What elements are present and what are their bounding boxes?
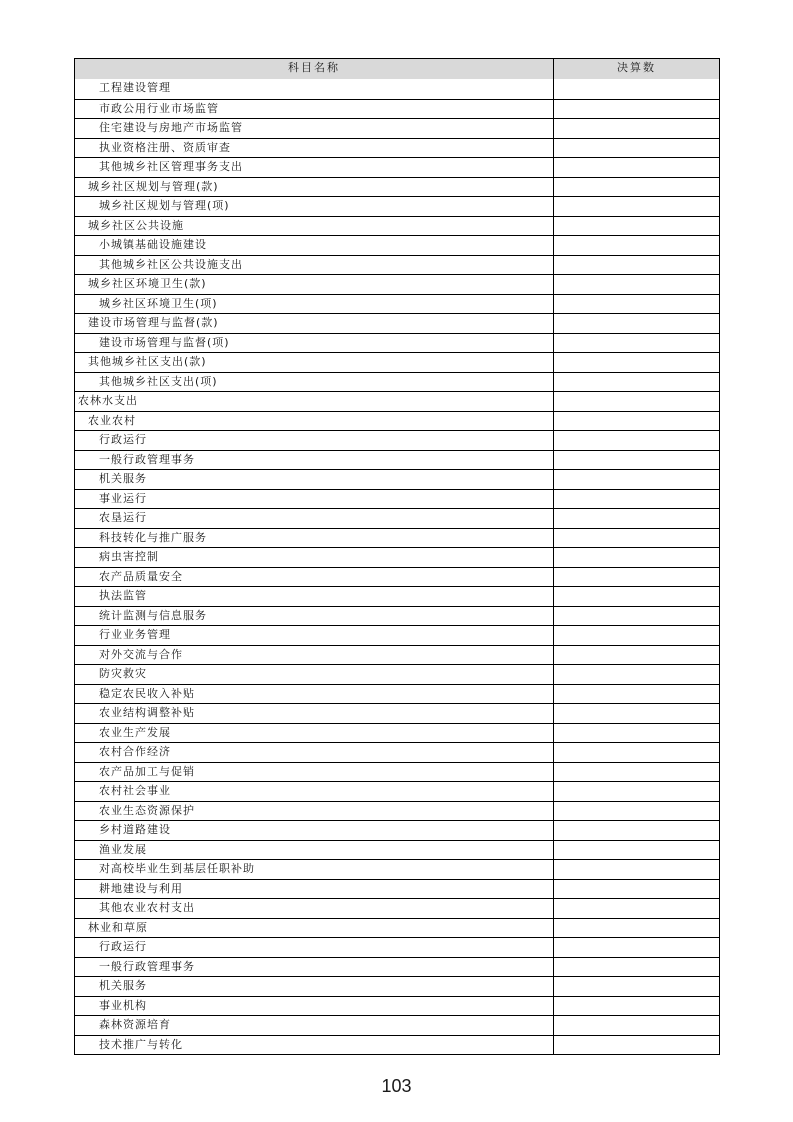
budget-table	[74, 58, 720, 1055]
row-amount	[554, 79, 719, 99]
row-name: 科技转化与推广服务	[75, 529, 554, 548]
row-amount	[554, 197, 719, 216]
table-row	[75, 625, 719, 645]
row-name: 防灾救灾	[75, 665, 554, 684]
row-name: 城乡社区环境卫生(款)	[75, 275, 554, 294]
row-amount	[554, 334, 719, 353]
row-amount	[554, 256, 719, 275]
table-row	[75, 937, 719, 957]
row-name: 技术推广与转化	[75, 1036, 554, 1055]
table-row	[75, 703, 719, 723]
row-name: 执法监管	[75, 587, 554, 606]
table-row	[75, 255, 719, 275]
table-row	[75, 333, 719, 353]
row-name: 一般行政管理事务	[75, 958, 554, 977]
row-name: 建设市场管理与监督(项)	[75, 334, 554, 353]
row-amount	[554, 626, 719, 645]
row-amount	[554, 841, 719, 860]
row-amount	[554, 802, 719, 821]
table-row	[75, 606, 719, 626]
row-name: 住宅建设与房地产市场监管	[75, 119, 554, 138]
table-row	[75, 820, 719, 840]
row-name: 行业业务管理	[75, 626, 554, 645]
row-amount	[554, 899, 719, 918]
row-amount	[554, 958, 719, 977]
table-row	[75, 79, 719, 99]
table-row	[75, 684, 719, 704]
table-row	[75, 957, 719, 977]
table-row	[75, 801, 719, 821]
row-amount	[554, 548, 719, 567]
table-row	[75, 372, 719, 392]
table-row	[75, 723, 719, 743]
table-row	[75, 586, 719, 606]
table-row	[75, 996, 719, 1016]
row-amount	[554, 217, 719, 236]
row-name: 农村合作经济	[75, 743, 554, 762]
row-name: 农业结构调整补贴	[75, 704, 554, 723]
table-row	[75, 118, 719, 138]
table-row	[75, 742, 719, 762]
row-amount	[554, 763, 719, 782]
row-amount	[554, 295, 719, 314]
table-row	[75, 489, 719, 509]
row-name: 工程建设管理	[75, 79, 554, 99]
row-name: 其他城乡社区支出(款)	[75, 353, 554, 372]
row-amount	[554, 1036, 719, 1055]
row-amount	[554, 490, 719, 509]
row-amount	[554, 158, 719, 177]
row-amount	[554, 607, 719, 626]
row-amount	[554, 587, 719, 606]
row-name: 小城镇基础设施建设	[75, 236, 554, 255]
row-amount	[554, 724, 719, 743]
row-name: 城乡社区公共设施	[75, 217, 554, 236]
row-name: 机关服务	[75, 470, 554, 489]
row-amount	[554, 880, 719, 899]
row-name: 农业生态资源保护	[75, 802, 554, 821]
table-row	[75, 99, 719, 119]
row-name: 其他城乡社区管理事务支出	[75, 158, 554, 177]
table-row	[75, 840, 719, 860]
row-name: 森林资源培育	[75, 1016, 554, 1035]
table-row	[75, 469, 719, 489]
table-row	[75, 781, 719, 801]
row-amount	[554, 646, 719, 665]
page-number: 103	[381, 1076, 412, 1096]
row-name: 市政公用行业市场监管	[75, 100, 554, 119]
table-row	[75, 450, 719, 470]
row-name: 城乡社区规划与管理(款)	[75, 178, 554, 197]
row-name: 其他农业农村支出	[75, 899, 554, 918]
row-name: 事业运行	[75, 490, 554, 509]
row-name: 城乡社区规划与管理(项)	[75, 197, 554, 216]
table-row	[75, 898, 719, 918]
table-row	[75, 547, 719, 567]
row-name: 城乡社区环境卫生(项)	[75, 295, 554, 314]
row-amount	[554, 392, 719, 411]
row-amount	[554, 977, 719, 996]
table-row	[75, 274, 719, 294]
row-name: 对高校毕业生到基层任职补助	[75, 860, 554, 879]
header-name: 科目名称	[75, 59, 554, 79]
table-row	[75, 528, 719, 548]
row-name: 行政运行	[75, 938, 554, 957]
row-amount	[554, 275, 719, 294]
table-row	[75, 352, 719, 372]
row-amount	[554, 470, 719, 489]
row-amount	[554, 509, 719, 528]
table-row	[75, 411, 719, 431]
row-name: 执业资格注册、资质审查	[75, 139, 554, 158]
row-name: 乡村道路建设	[75, 821, 554, 840]
row-amount	[554, 119, 719, 138]
row-name: 农垦运行	[75, 509, 554, 528]
row-amount	[554, 314, 719, 333]
row-amount	[554, 353, 719, 372]
row-amount	[554, 568, 719, 587]
row-name: 一般行政管理事务	[75, 451, 554, 470]
row-name: 农产品质量安全	[75, 568, 554, 587]
row-name: 农业农村	[75, 412, 554, 431]
table-row	[75, 859, 719, 879]
row-amount	[554, 178, 719, 197]
table-row	[75, 157, 719, 177]
row-name: 对外交流与合作	[75, 646, 554, 665]
table-row	[75, 138, 719, 158]
table-row	[75, 879, 719, 899]
row-amount	[554, 782, 719, 801]
table-row	[75, 1035, 719, 1055]
table-row	[75, 235, 719, 255]
row-amount	[554, 938, 719, 957]
row-name: 农业生产发展	[75, 724, 554, 743]
table-row	[75, 664, 719, 684]
table-row	[75, 177, 719, 197]
row-amount	[554, 821, 719, 840]
row-name: 其他城乡社区支出(项)	[75, 373, 554, 392]
row-name: 事业机构	[75, 997, 554, 1016]
row-amount	[554, 743, 719, 762]
row-amount	[554, 236, 719, 255]
table-row	[75, 313, 719, 333]
row-name: 机关服务	[75, 977, 554, 996]
table-header	[75, 59, 719, 79]
row-name: 耕地建设与利用	[75, 880, 554, 899]
table-row	[75, 762, 719, 782]
table-row	[75, 294, 719, 314]
row-amount	[554, 919, 719, 938]
row-name: 行政运行	[75, 431, 554, 450]
row-name: 病虫害控制	[75, 548, 554, 567]
row-name: 渔业发展	[75, 841, 554, 860]
table-row	[75, 391, 719, 411]
row-amount	[554, 1016, 719, 1035]
row-name: 稳定农民收入补贴	[75, 685, 554, 704]
row-name: 林业和草原	[75, 919, 554, 938]
row-amount	[554, 100, 719, 119]
table-row	[75, 508, 719, 528]
row-amount	[554, 529, 719, 548]
row-amount	[554, 373, 719, 392]
row-name: 其他城乡社区公共设施支出	[75, 256, 554, 275]
row-amount	[554, 997, 719, 1016]
row-amount	[554, 685, 719, 704]
row-name: 农村社会事业	[75, 782, 554, 801]
row-amount	[554, 704, 719, 723]
row-name: 建设市场管理与监督(款)	[75, 314, 554, 333]
row-amount	[554, 860, 719, 879]
table-row	[75, 216, 719, 236]
row-amount	[554, 139, 719, 158]
table-row	[75, 430, 719, 450]
row-name: 统计监测与信息服务	[75, 607, 554, 626]
row-amount	[554, 412, 719, 431]
table-row	[75, 918, 719, 938]
row-amount	[554, 431, 719, 450]
row-amount	[554, 451, 719, 470]
row-amount	[554, 665, 719, 684]
row-name: 农林水支出	[75, 392, 554, 411]
table-row	[75, 567, 719, 587]
table-row	[75, 1015, 719, 1035]
header-amount: 决算数	[617, 61, 656, 74]
table-row	[75, 196, 719, 216]
table-row	[75, 645, 719, 665]
row-name: 农产品加工与促销	[75, 763, 554, 782]
table-row	[75, 976, 719, 996]
table-body	[75, 79, 719, 1054]
